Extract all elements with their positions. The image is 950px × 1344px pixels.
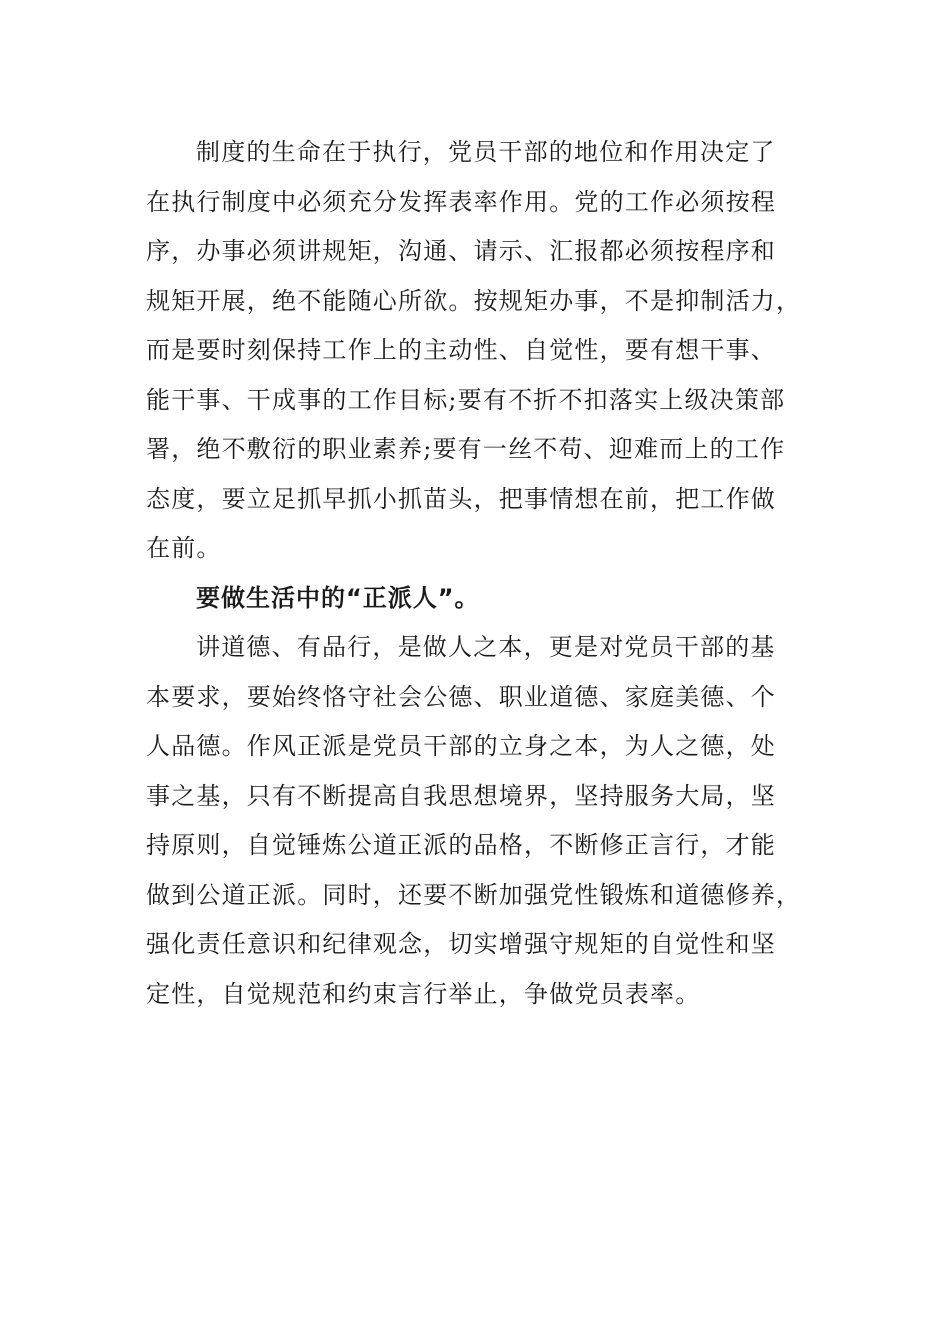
paragraph-line: 做到公道正派。同时，还要不断加强党性锻炼和道德修养， <box>146 880 802 909</box>
section-heading: 要做生活中的“正派人”。 <box>196 583 480 612</box>
paragraph-line: 态度，要立足抓早抓小抓苗头，把事情想在前，把工作做 <box>146 484 776 513</box>
paragraph-line: 强化责任意识和纪律观念，切实增强守规矩的自觉性和坚 <box>146 930 776 958</box>
paragraph-line: 在前。 <box>146 534 222 562</box>
paragraph-line: 本要求，要始终恪守社会公德、职业道德、家庭美德、个 <box>146 682 776 711</box>
paragraph-line: 制度的生命在于执行，党员干部的地位和作用决定了 <box>196 138 776 166</box>
paragraph-line: 讲道德、有品行，是做人之本，更是对党员干部的基 <box>196 633 776 661</box>
paragraph-morality <box>146 623 802 1019</box>
paragraph-line: 定性，自觉规范和约束言行举止，争做党员表率。 <box>146 979 701 1008</box>
paragraph-line: 规矩开展，绝不能随心所欲。按规矩办事，不是抑制活力， <box>146 286 802 315</box>
paragraph-line: 持原则，自觉锤炼公道正派的品格，不断修正言行，才能 <box>146 831 776 859</box>
paragraph-line: 能干事、干成事的工作目标;要有不折不扣落实上级决策部 <box>146 385 786 414</box>
paragraph-line: 事之基，只有不断提高自我思想境界，坚持服务大局，坚 <box>146 781 776 810</box>
paragraph-line: 在执行制度中必须充分发挥表率作用。党的工作必须按程 <box>146 187 776 216</box>
document-body <box>146 128 802 1019</box>
paragraph-line: 序，办事必须讲规矩，沟通、请示、汇报都必须按程序和 <box>146 237 776 265</box>
paragraph-line: 而是要时刻保持工作上的主动性、自觉性，要有想干事、 <box>146 336 776 364</box>
paragraph-line: 人品德。作风正派是党员干部的立身之本，为人之德，处 <box>146 732 776 760</box>
paragraph-execution <box>146 128 802 574</box>
paragraph-line: 署，绝不敷衍的职业素养;要有一丝不苟、迎难而上的工作 <box>146 435 786 463</box>
